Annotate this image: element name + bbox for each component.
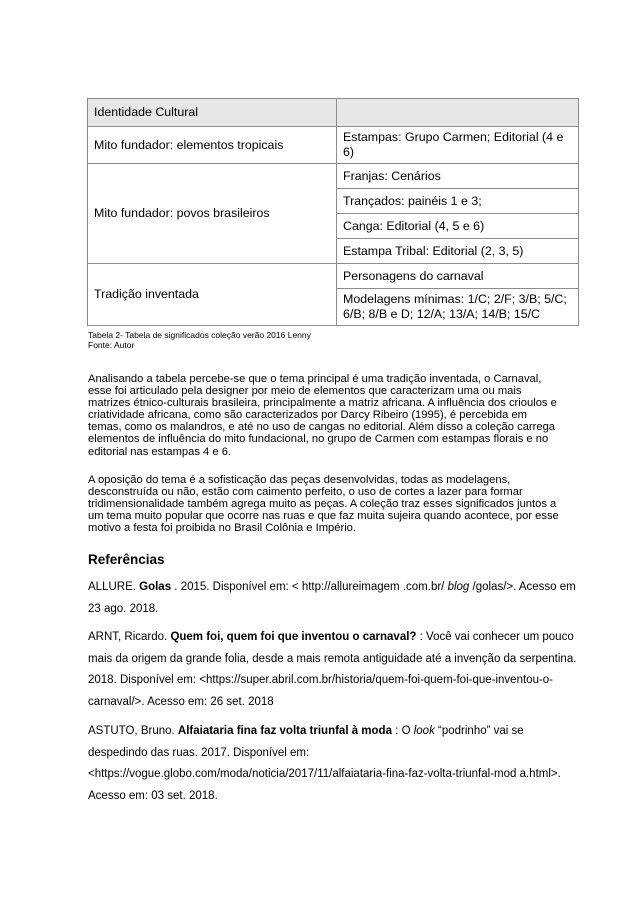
reference-author: ASTUTO, Bruno. xyxy=(88,725,178,737)
table-row-label: Mito fundador: povos brasileiros xyxy=(88,164,337,264)
caption-title: Tabela 2- Tabela de significados coleção verão 2016 Lenny xyxy=(88,330,311,340)
reference-item xyxy=(88,577,580,620)
reference-author: ARNT, Ricardo. xyxy=(88,631,171,643)
table-cell: Estampas: Grupo Carmen; Editorial (4 e 6) xyxy=(337,127,579,164)
reference-italic: blog xyxy=(447,581,470,593)
table-cell: Estampa Tribal: Editorial (2, 3, 5) xyxy=(337,239,579,264)
table-cell: Canga: Editorial (4, 5 e 6) xyxy=(337,214,579,239)
reference-title: Quem foi, quem foi que inventou o carnaval? xyxy=(170,631,417,643)
table-row xyxy=(88,164,579,189)
paragraph-analysis: Analisando a tabela percebe-se que o tema principal é uma tradição inventada, o Carnaval, esse foi articulado pela designer por meio de elementos que caracterizam uma ou mais matrizes étnico-culturais brasileira, principalmente a matriz africana. A influência dos crioulos e criatividade africana, como são caracterizados por Darcy Ribeiro (1995), é percebida em temas, como os malandros, e até no uso de cangas no editorial. Além disso a coleção carrega elementos de influência do mito fundacional, no grupo de Carmen com estampas florais e no editorial nas estampas 4 e 6. xyxy=(88,373,557,458)
table-cell: Trançados: painéis 1 e 3; xyxy=(337,189,579,214)
reference-text: . 2015. Disponível em: < http://allureimagem .com.br/ xyxy=(171,581,448,593)
table-cell: Modelagens mínimas: 1/C; 2/F; 3/B; 5/C; 6/B; 8/B e D; 12/A; 13/A; 14/B; 15/C xyxy=(337,289,579,326)
reference-text: /golas/>. Acesso em 23 ago. 2018. xyxy=(88,581,576,615)
reference-text: : O xyxy=(391,725,414,737)
reference-item xyxy=(88,721,580,807)
reference-title: Alfaiataria fina faz volta triunfal à moda xyxy=(177,725,392,737)
table-cell: Franjas: Cenários xyxy=(337,164,579,189)
table-row-label: Mito fundador: elementos tropicais xyxy=(88,127,337,164)
reference-text: : Você vai conhecer um pouco mais da origem da grande folia, desde a mais remota antiguidade até a invenção da serpentina. 2018. Disponível em: <https://super.abril.com.br/historia/quem-foi-quem-foi-que-inventou-o-carnaval/>. Acesso em: 26 set. 2018 xyxy=(88,631,577,708)
reference-text: “podrinho” vai se despedindo das ruas. 2017. Disponível em: <https://vogue.globo.com/moda/noticia/2017/11/alfaiataria-fina-faz-volta-triunfal-mod a.html>. Acesso em: 03 set. 2018. xyxy=(88,725,561,802)
table-row xyxy=(88,127,579,164)
table-header-cell: Identidade Cultural xyxy=(88,99,337,127)
reference-author: ALLURE. xyxy=(88,581,140,593)
meanings-table xyxy=(87,98,579,326)
reference-title: Golas xyxy=(139,581,172,593)
table-cell: Personagens do carnaval xyxy=(337,264,579,289)
reference-italic: look xyxy=(413,725,435,737)
table-caption xyxy=(88,330,311,350)
paragraph-opposition: A oposição do tema é a sofisticação das peças desenvolvidas, todas as modelagens, desconstruída ou não, estão com caimento perfeito, o uso de cortes a lazer para formar tridimensionalidade também agrega muito as peças. A coleção traz esses significados juntos a um tema muito popular que ocorre nas ruas e que faz muita sujeira quando acontece, por esse motivo a festa foi proibida no Brasil Colônia e Império. xyxy=(88,474,559,535)
table-header-empty-cell xyxy=(337,99,579,127)
table-row-label: Tradição inventada xyxy=(88,264,337,326)
references-heading: Referências xyxy=(88,552,165,567)
caption-source: Fonte: Autor xyxy=(88,340,135,350)
table-header-row xyxy=(88,99,579,127)
table-row xyxy=(88,264,579,289)
reference-item xyxy=(88,627,580,713)
